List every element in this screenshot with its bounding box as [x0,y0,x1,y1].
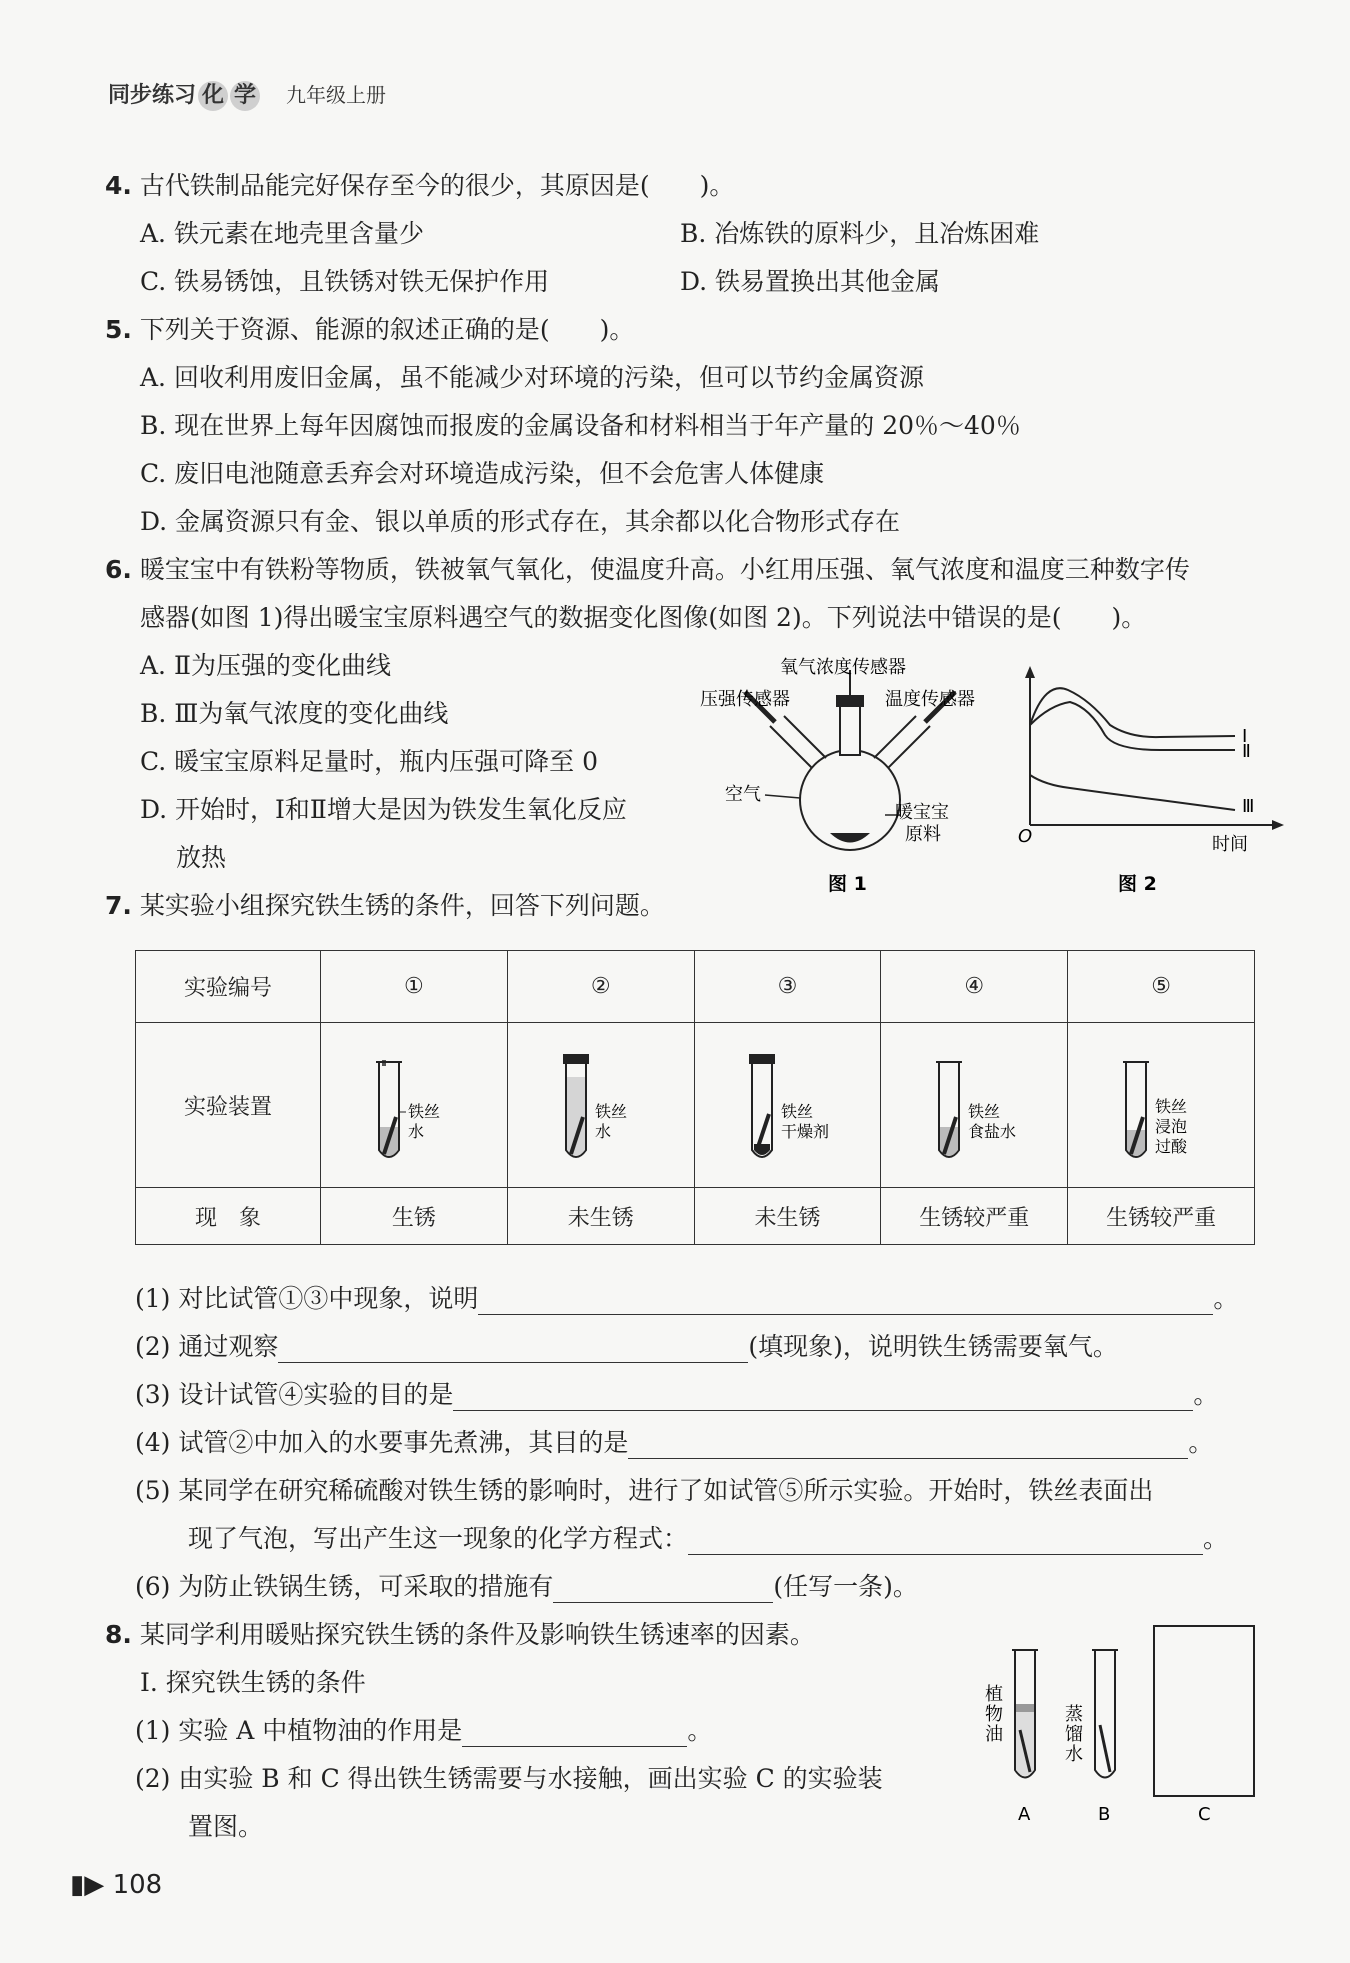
table-row-results [136,1188,1255,1245]
page-footer [70,1870,162,1900]
stopper-2 [563,1054,589,1064]
period-7-5: 。 [1203,1524,1229,1553]
q7-sub-3 [135,1379,1218,1411]
q6-option-a: A. Ⅱ为压强的变化曲线 [140,651,391,680]
q5-option-a: A. 回收利用废旧金属，虽不能减少对环境的污染，但可以节约金属资源 [140,363,924,392]
answer-blank-7-1[interactable] [478,1290,1213,1315]
water-a [1016,1712,1034,1776]
label-C: C [1198,1804,1211,1825]
answer-blank-7-4[interactable] [628,1434,1188,1459]
apparatus-2 [507,1023,694,1188]
experiment-table [135,950,1255,1245]
y-axis-arrow [1025,666,1035,678]
label-oil-1: 植 [985,1684,1003,1705]
exp-id-3: ③ [694,951,881,1023]
q5-number: 5. [105,315,132,344]
label-B: B [1098,1804,1111,1825]
result-3: 未生锈 [694,1188,881,1245]
drawing-box-c[interactable] [1154,1626,1254,1796]
apparatus-5 [1068,1023,1255,1188]
q7-sub-6-text-b: (任写一条)。 [773,1572,918,1601]
q5-text: 下列关于资源、能源的叙述正确的是( )。 [139,315,635,344]
label-A: A [1018,1804,1031,1825]
label-liquid-1: 水 [407,1122,424,1141]
result-4: 生锈较严重 [881,1188,1068,1245]
curve-2-label: Ⅱ [1242,741,1251,762]
q7-sub-1-text: (1) 对比试管①③中现象，说明 [135,1284,479,1313]
q5-option-d: D. 金属资源只有金、银以单质的形式存在，其余都以化合物形式存在 [140,507,901,536]
air-pointer [765,795,800,798]
figure-1-caption: 图 1 [828,873,867,895]
flask-neck-right-2 [874,716,916,758]
q7-sub-6-text-a: (6) 为防止铁锅生锈，可采取的措施有 [135,1572,554,1601]
label-wire-3: 铁丝 [781,1102,814,1121]
q8-figure [970,1620,1270,1830]
q6-stem-2: 感器(如图 1)得出暖宝宝原料遇空气的数据变化图像(如图 2)。下列说法中错误的是( )。 [140,603,1147,632]
answer-blank-7-6[interactable] [553,1578,773,1603]
period-7-3: 。 [1193,1380,1219,1409]
q8-tube-a [985,1650,1038,1825]
period-7-4: 。 [1188,1428,1214,1457]
q8-number: 8. [105,1620,132,1649]
exp-id-5: ⑤ [1068,951,1255,1023]
q4-option-a: A. 铁元素在地壳里含量少 [140,219,424,248]
q7-text: 某实验小组探究铁生锈的条件，回答下列问题。 [139,891,665,920]
row-label-id: 实验编号 [136,951,321,1023]
label-pressure-sensor: 压强传感器 [700,689,790,710]
q8-text: 某同学利用暖贴探究铁生锈的条件及影响铁生锈速率的因素。 [139,1620,815,1649]
origin-label: O [1018,826,1033,847]
test-tube-3 [727,1032,847,1172]
q8-sub-2b: 置图。 [188,1812,264,1841]
apparatus-4 [881,1023,1068,1188]
flask-neck-left [770,726,812,768]
label-temperature-sensor: 温度传感器 [885,689,975,710]
label-liquid-4: 食盐水 [968,1122,1017,1141]
q7-sub-5b [188,1523,1228,1555]
flask-neck-right [888,726,930,768]
q4-option-d: D. 铁易置换出其他金属 [680,267,941,296]
label-wire-4: 铁丝 [968,1102,1001,1121]
q8-section-1: Ⅰ. 探究铁生锈的条件 [140,1668,366,1697]
label-acid-5: 过酸 [1155,1137,1188,1156]
label-water-3: 水 [1065,1744,1083,1765]
label-wire-2: 铁丝 [594,1102,627,1121]
answer-blank-7-5[interactable] [688,1530,1203,1555]
figure-1-apparatus [700,657,975,895]
book-title: 同步练习 [108,83,197,108]
test-tube-1 [354,1032,474,1172]
q7-sub-4 [135,1427,1213,1459]
q7-sub-4-text: (4) 试管②中加入的水要事先煮沸，其目的是 [135,1428,629,1457]
label-desiccant-3: 干燥剂 [781,1122,830,1141]
result-1: 生锈 [321,1188,508,1245]
label-oil-2: 物 [985,1704,1003,1725]
table-row-apparatus [136,1023,1255,1188]
x-axis-arrow [1272,820,1284,830]
q6-number: 6. [105,555,132,584]
q7-sub-1 [135,1283,1238,1315]
test-tube-2 [541,1032,661,1172]
page-number: 108 [112,1870,163,1900]
answer-blank-8-1[interactable] [462,1722,687,1747]
label-soak-5: 浸泡 [1155,1117,1188,1136]
result-2: 未生锈 [507,1188,694,1245]
q7-sub-2-text-a: (2) 通过观察 [135,1332,279,1361]
period-7-1: 。 [1213,1284,1239,1313]
q7-stem [105,890,665,922]
figure-2-caption: 图 2 [1118,873,1157,895]
curve-3-label: Ⅲ [1242,796,1255,817]
period-8-1: 。 [687,1716,713,1745]
label-air: 空气 [725,784,761,805]
test-tube-5 [1101,1032,1221,1172]
figure-2-graph [1018,666,1284,895]
curve-1-label: Ⅰ [1242,726,1248,747]
exp-id-1: ① [321,951,508,1023]
q7-number: 7. [105,891,132,920]
label-water-1: 蒸 [1065,1704,1083,1725]
q7-sub-3-text: (3) 设计试管④实验的目的是 [135,1380,454,1409]
exp-id-4: ④ [881,951,1068,1023]
row-label-result: 现 象 [136,1188,321,1245]
q5-option-b: B. 现在世界上每年因腐蚀而报废的金属设备和材料相当于年产量的 20％～40％ [140,411,1021,440]
q6-option-b: B. Ⅲ为氧气浓度的变化曲线 [140,699,449,728]
q5-stem [105,314,634,346]
page-header [108,78,386,111]
q6-text-1: 暖宝宝中有铁粉等物质，铁被氧气氧化，使温度升高。小红用压强、氧气浓度和温度三种数字传 [139,555,1190,584]
q6-figures [690,650,1310,900]
q7-sub-5b-text: 现了气泡，写出产生这一现象的化学方程式： [188,1524,689,1553]
apparatus-1 [321,1023,508,1188]
q5-option-c: C. 废旧电池随意丢弃会对环境造成污染，但不会危害人体健康 [140,459,825,488]
stopper-3 [749,1054,775,1064]
tube-b-outline [1095,1650,1115,1778]
q4-number: 4. [105,171,132,200]
result-5: 生锈较严重 [1068,1188,1255,1245]
iron-b [1100,1725,1110,1772]
tube-outline-3 [752,1064,772,1157]
q7-sub-2-text-b: (填现象)，说明铁生锈需要氧气。 [748,1332,1118,1361]
grade-label: 九年级上册 [286,83,387,107]
label-wire-5: 铁丝 [1155,1097,1188,1116]
page-arrow-icon: ▮▶ [70,1870,105,1900]
label-oil-3: 油 [985,1724,1003,1745]
exp-id-2: ② [507,951,694,1023]
q6-option-d: D. 开始时，Ⅰ和Ⅱ增大是因为铁发生氧化反应 [140,795,627,824]
q8-sub-2a: (2) 由实验 B 和 C 得出铁生锈需要与水接触，画出实验 C 的实验装 [135,1764,883,1793]
q8-sub-1-text: (1) 实验 A 中植物油的作用是 [135,1716,463,1745]
q6-option-d-cont: 放热 [176,843,227,872]
q4-text: 古代铁制品能完好保存至今的很少，其原因是( )。 [139,171,735,200]
label-wire-1: 铁丝 [407,1102,440,1121]
label-liquid-2: 水 [594,1122,611,1141]
answer-blank-7-3[interactable] [453,1386,1193,1411]
q6-stem-1 [105,554,1190,586]
q8-stem [105,1619,815,1651]
table-row-ids [136,951,1255,1023]
x-axis-label: 时间 [1212,834,1248,855]
apparatus-3 [694,1023,881,1188]
flask-neck-center [840,705,860,755]
q7-sub-5a: (5) 某同学在研究稀硫酸对铁生锈的影响时，进行了如试管⑤所示实验。开始时，铁丝表面出 [135,1476,1154,1505]
q8-sub-1 [135,1715,712,1747]
test-tube-4 [914,1032,1034,1172]
q4-stem [105,170,734,202]
q8-tube-b [1065,1650,1118,1825]
q4-option-b: B. 冶炼铁的原料少，且冶炼困难 [680,219,1040,248]
warmer-material [830,833,870,843]
label-water-2: 馏 [1065,1724,1083,1745]
q4-option-c: C. 铁易锈蚀，且铁锈对铁无保护作用 [140,267,550,296]
label-o2-sensor: 氧气浓度传感器 [780,657,906,678]
label-material-1: 暖宝宝 [895,802,949,823]
q6-option-c: C. 暖宝宝原料足量时，瓶内压强可降至 0 [140,747,598,776]
q7-sub-2 [135,1331,1118,1363]
stopper-center [836,695,864,707]
flask-neck-left-2 [784,716,826,758]
q7-sub-6 [135,1571,918,1603]
curve-3 [1030,775,1235,810]
oil-layer [1016,1704,1034,1712]
curve-2 [1030,702,1235,750]
answer-blank-7-2[interactable] [278,1338,748,1363]
subject-char-2: 学 [230,81,260,111]
curve-1 [1030,688,1235,737]
subject-char-1: 化 [198,81,228,111]
label-material-2: 原料 [905,824,941,845]
row-label-apparatus: 实验装置 [136,1023,321,1188]
